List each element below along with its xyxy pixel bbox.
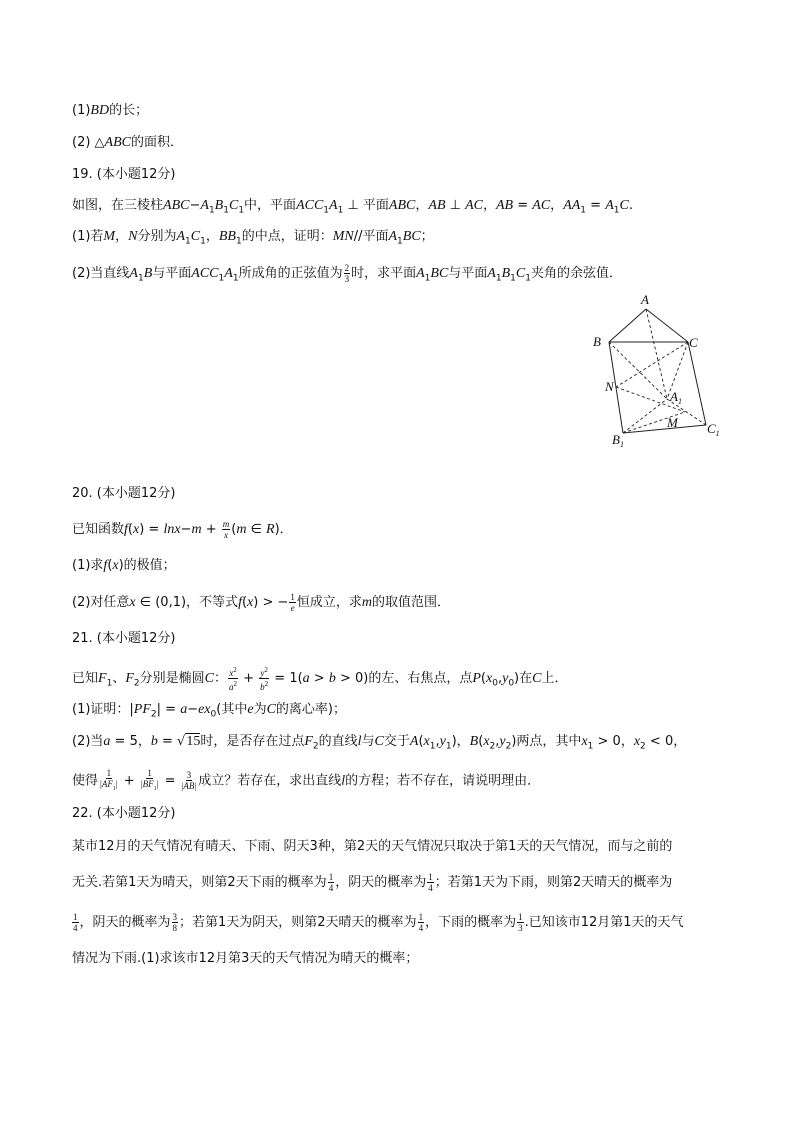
q18-part1: (1)BD的长； <box>72 103 149 118</box>
q22-line1: 某市12月的天气情况有晴天、下雨、阴天3种，第2天的天气情况只取决于第1天的天气情况，而与之前的 <box>72 839 673 854</box>
label-C1: $C_1$ <box>707 421 720 438</box>
q22-line3: $\frac{1}{4}$ ，阴天的概率为 $\frac{3}{8}$ ；若第1天为阴天，则第2天晴天的概率为 $\frac{1}{4}$ ，下雨的概率为 $\frac{1}{3}$ .已知该市12月第1天的天气 <box>73 912 684 933</box>
q21-part2-cont: 使得 $\frac{1}{|AF_1|}$ + $\frac{1}{|BF_1|}$ = $\frac{3}{|AB|}$ 成立？若存在，求出直线l的方程；若不存在，请说明理由． <box>72 768 541 792</box>
q22-line4: 情况为下雨.(1)求该市12月第3天的天气情况为晴天的概率； <box>72 951 419 966</box>
label-C: C <box>689 335 698 350</box>
q19-part1: (1)若M，N分别为$A_1C_1$，$BB_1$的中点，证明：MN//平面$A_1BC$； <box>72 229 434 247</box>
label-A: A <box>641 292 649 307</box>
q21-stem: 已知$F_1$、$F_2$分别是椭圆C： $\frac{x^2}{a^2}$ + $\frac{y^2}{b^2}$ = 1(a > b > 0)的左、右焦点，点$P(x_0,y_0)$在C上． <box>72 666 568 692</box>
q19-stem: 如图，在三棱柱$ABC-A_1B_1C_1$中，平面$ACC_1A_1$ ⊥ 平面ABC，AB ⊥ AC，AB = AC，$AA_1 = A_1C$. <box>72 198 633 216</box>
label-B: B <box>593 334 601 349</box>
prism-figure <box>585 288 725 453</box>
label-M: M <box>667 415 678 430</box>
label-B1: $B_1$ <box>612 432 624 449</box>
label-N: N <box>605 379 614 394</box>
q20-heading: 20. (本小题12分) <box>72 486 176 501</box>
label-A1: $A_1$ <box>670 389 682 406</box>
q19-part2: (2)当直线$A_1B$与平面$ACC_1A_1$所成角的正弦值为 $\frac{2}{3}$ 时，求平面$A_1BC$与平面$A_1B_1C_1$夹角的余弦值． <box>72 263 622 284</box>
q19-heading: 19. (本小题12分) <box>72 167 176 182</box>
q21-heading: 21. (本小题12分) <box>72 631 176 646</box>
q20-part1: (1)求f(x)的极值； <box>72 558 176 573</box>
q18-part2: (2) △ABC的面积． <box>72 135 184 150</box>
q22-heading: 22. (本小题12分) <box>72 806 176 821</box>
q20-part2: (2)对任意x ∈ (0,1)，不等式f(x) > − $\frac{1}{e}$ 恒成立，求m的取值范围． <box>72 592 451 613</box>
q21-part2: (2)当a = 5，b = √15时，是否存在过点$F_2$的直线l与C交于$A(x_1,y_1)$，$B(x_2,y_2)$两点，其中$x_1 > 0$，$x_2 < 0$， <box>72 734 687 752</box>
q21-part1: (1)证明：$|PF_2| = a-ex_0$(其中e为C的离心率)； <box>72 702 346 720</box>
q20-stem: 已知函数f(x) = lnx−m + $\frac{m}{x}$ (m ∈ R)． <box>72 519 293 540</box>
q22-line2: 无关.若第1天为晴天，则第2天下雨的概率为 $\frac{1}{4}$ ，阴天的概率为 $\frac{1}{4}$ ；若第1天为下雨，则第2天晴天的概率为 <box>72 872 673 893</box>
